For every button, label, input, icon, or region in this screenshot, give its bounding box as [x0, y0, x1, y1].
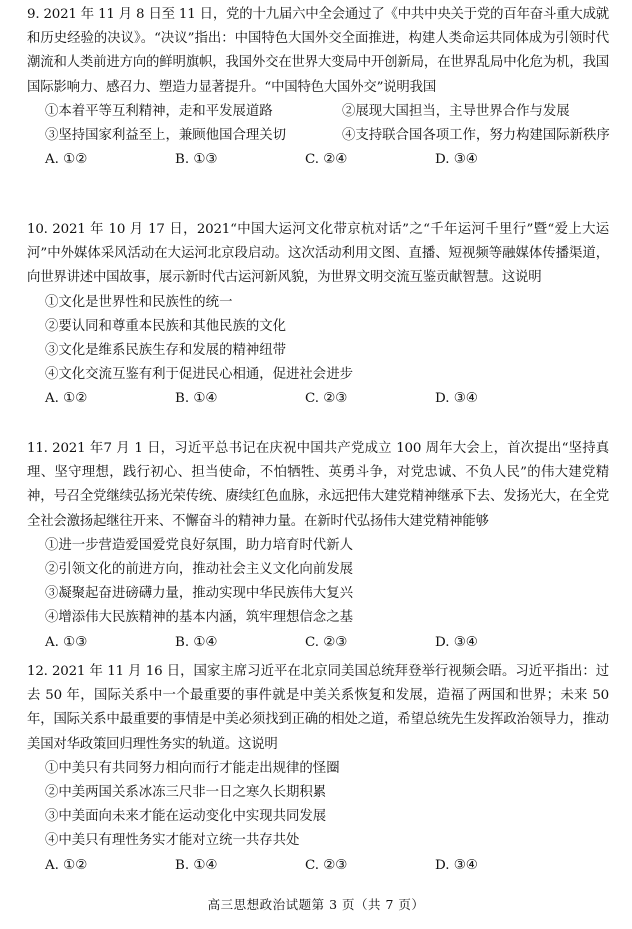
question-10-answers — [27, 387, 609, 411]
question-12-option-1: ①中美只有共同努力相向而行才能走出规律的怪圈 — [45, 760, 340, 776]
question-9 — [27, 3, 609, 172]
question-10-answer-b: B. ①④ — [175, 391, 218, 407]
question-10-stem: 10. 2021 年 10 月 17 日，2021“中国大运河文化带京杭对话”之“千年运河千里行”暨“爱上大运河”中外媒体采风活动在大运河北京段启动。这次活动利用文图、直播、短视频等融媒体传播渠道，向世界讲述中国故事，展示新时代古运河新风貌，为世界文明交流互鉴贡献智慧。这说明 — [27, 222, 609, 286]
question-10-option-1: ①文化是世界性和民族性的统一 — [45, 294, 233, 310]
question-12-answer-b: B. ①④ — [175, 857, 218, 873]
question-10-answer-a: A. ①② — [45, 391, 88, 407]
question-10-option-3: ③文化是维系民族生存和发展的精神纽带 — [45, 343, 287, 359]
question-12-answer-a: A. ①② — [45, 857, 88, 873]
question-10-answer-c: C. ②③ — [305, 391, 348, 407]
question-11-answer-a: A. ①③ — [45, 634, 88, 650]
question-11-option-1: ①进一步营造爱国爱党良好氛围，助力培育时代新人 — [45, 537, 353, 553]
question-12-option-3: ③中美面向未来才能在运动变化中实现共同发展 — [45, 809, 327, 825]
question-11-option-2: ②引领文化的前进方向，推动社会主义文化向前发展 — [45, 562, 353, 578]
question-9-option-2: ②展现大国担当，主导世界合作与发展 — [342, 103, 570, 119]
question-10 — [27, 218, 609, 412]
question-9-answer-a: A. ①② — [45, 152, 88, 168]
question-11-answers — [27, 631, 609, 655]
question-11-option-3: ③凝聚起奋进磅礴力量，推动实现中华民族伟大复兴 — [45, 586, 353, 602]
question-11-stem: 11. 2021 年7 月 1 日，习近平总书记在庆祝中国共产党成立 100 周年大会上，首次提出“坚持真理、坚守理想，践行初心、担当使命，不怕牺牲、英勇斗争，对党忠诚、不负人民”的伟大建党精神，号召全党继续弘扬光荣传统、赓续红色血脉，永远把伟大建党精神继承下去、发扬光大，在全党全社会激扬起继往开来、不懈奋斗的精神力量。在新时代弘扬伟大建党精神能够 — [27, 441, 609, 529]
question-12-option-4: ④中美只有理性务实才能对立统一共存共处 — [45, 833, 300, 849]
question-11-answer-d: D. ③④ — [435, 634, 478, 650]
question-12-answer-c: C. ②③ — [305, 857, 348, 873]
question-9-answer-d: D. ③④ — [435, 152, 478, 168]
question-12-stem: 12. 2021 年 11 月 16 日，国家主席习近平在北京同美国总统拜登举行视频会晤。习近平指出：过去 50 年，国际关系中一个最重要的事件就是中美关系恢复和发展，造福了两国和世界；未来 50 年，国际关系中最重要的事情是中美必须找到正确的相处之道，希望总统先生发挥政治领导力，推动美国对华政策回归理性务实的轨道。这说明 — [27, 664, 609, 752]
question-11-answer-c: C. ②③ — [305, 634, 348, 650]
question-9-stem: 9. 2021 年 11 月 8 日至 11 日，党的十九届六中全会通过了《中共中央关于党的百年奋斗重大成就和历史经验的决议》。“决议”指出：中国特色大国外交全面推进，构建人类命运共同体成为引领时代潮流和人类前进方向的鲜明旗帜，我国外交在世界大变局中开创新局，在世界乱局中化危为机，我国国际影响力、感召力、塑造力显著提升。“中国特色大国外交”说明我国 — [27, 7, 609, 95]
question-10-answer-d: D. ③④ — [435, 391, 478, 407]
question-9-answer-c: C. ②④ — [305, 152, 348, 168]
question-10-option-4: ④文化交流互鉴有利于促进民心相通，促进社会进步 — [45, 367, 353, 383]
page-footer: 高三思想政治试题第 3 页（共 7 页） — [207, 897, 425, 912]
question-12-answers — [27, 854, 609, 878]
question-9-answer-b: B. ①③ — [175, 152, 218, 168]
question-9-options — [27, 100, 609, 148]
question-11 — [27, 437, 609, 655]
question-9-option-4: ④支持联合国各项工作，努力构建国际新秩序 — [342, 128, 610, 144]
question-9-answers — [27, 148, 609, 172]
question-11-answer-b: B. ①④ — [175, 634, 218, 650]
question-12 — [27, 660, 609, 878]
question-12-answer-d: D. ③④ — [435, 857, 478, 873]
question-12-option-2: ②中美两国关系冰冻三尺非一日之寒久长期积累 — [45, 785, 327, 801]
question-9-option-3: ③坚持国家利益至上，兼顾他国合理关切 — [45, 128, 287, 144]
question-10-option-2: ②要认同和尊重本民族和其他民族的文化 — [45, 318, 287, 334]
question-11-option-4: ④增添伟大民族精神的基本内涵，筑牢理想信念之基 — [45, 610, 353, 626]
question-9-option-1: ①本着平等互利精神，走和平发展道路 — [45, 103, 273, 119]
